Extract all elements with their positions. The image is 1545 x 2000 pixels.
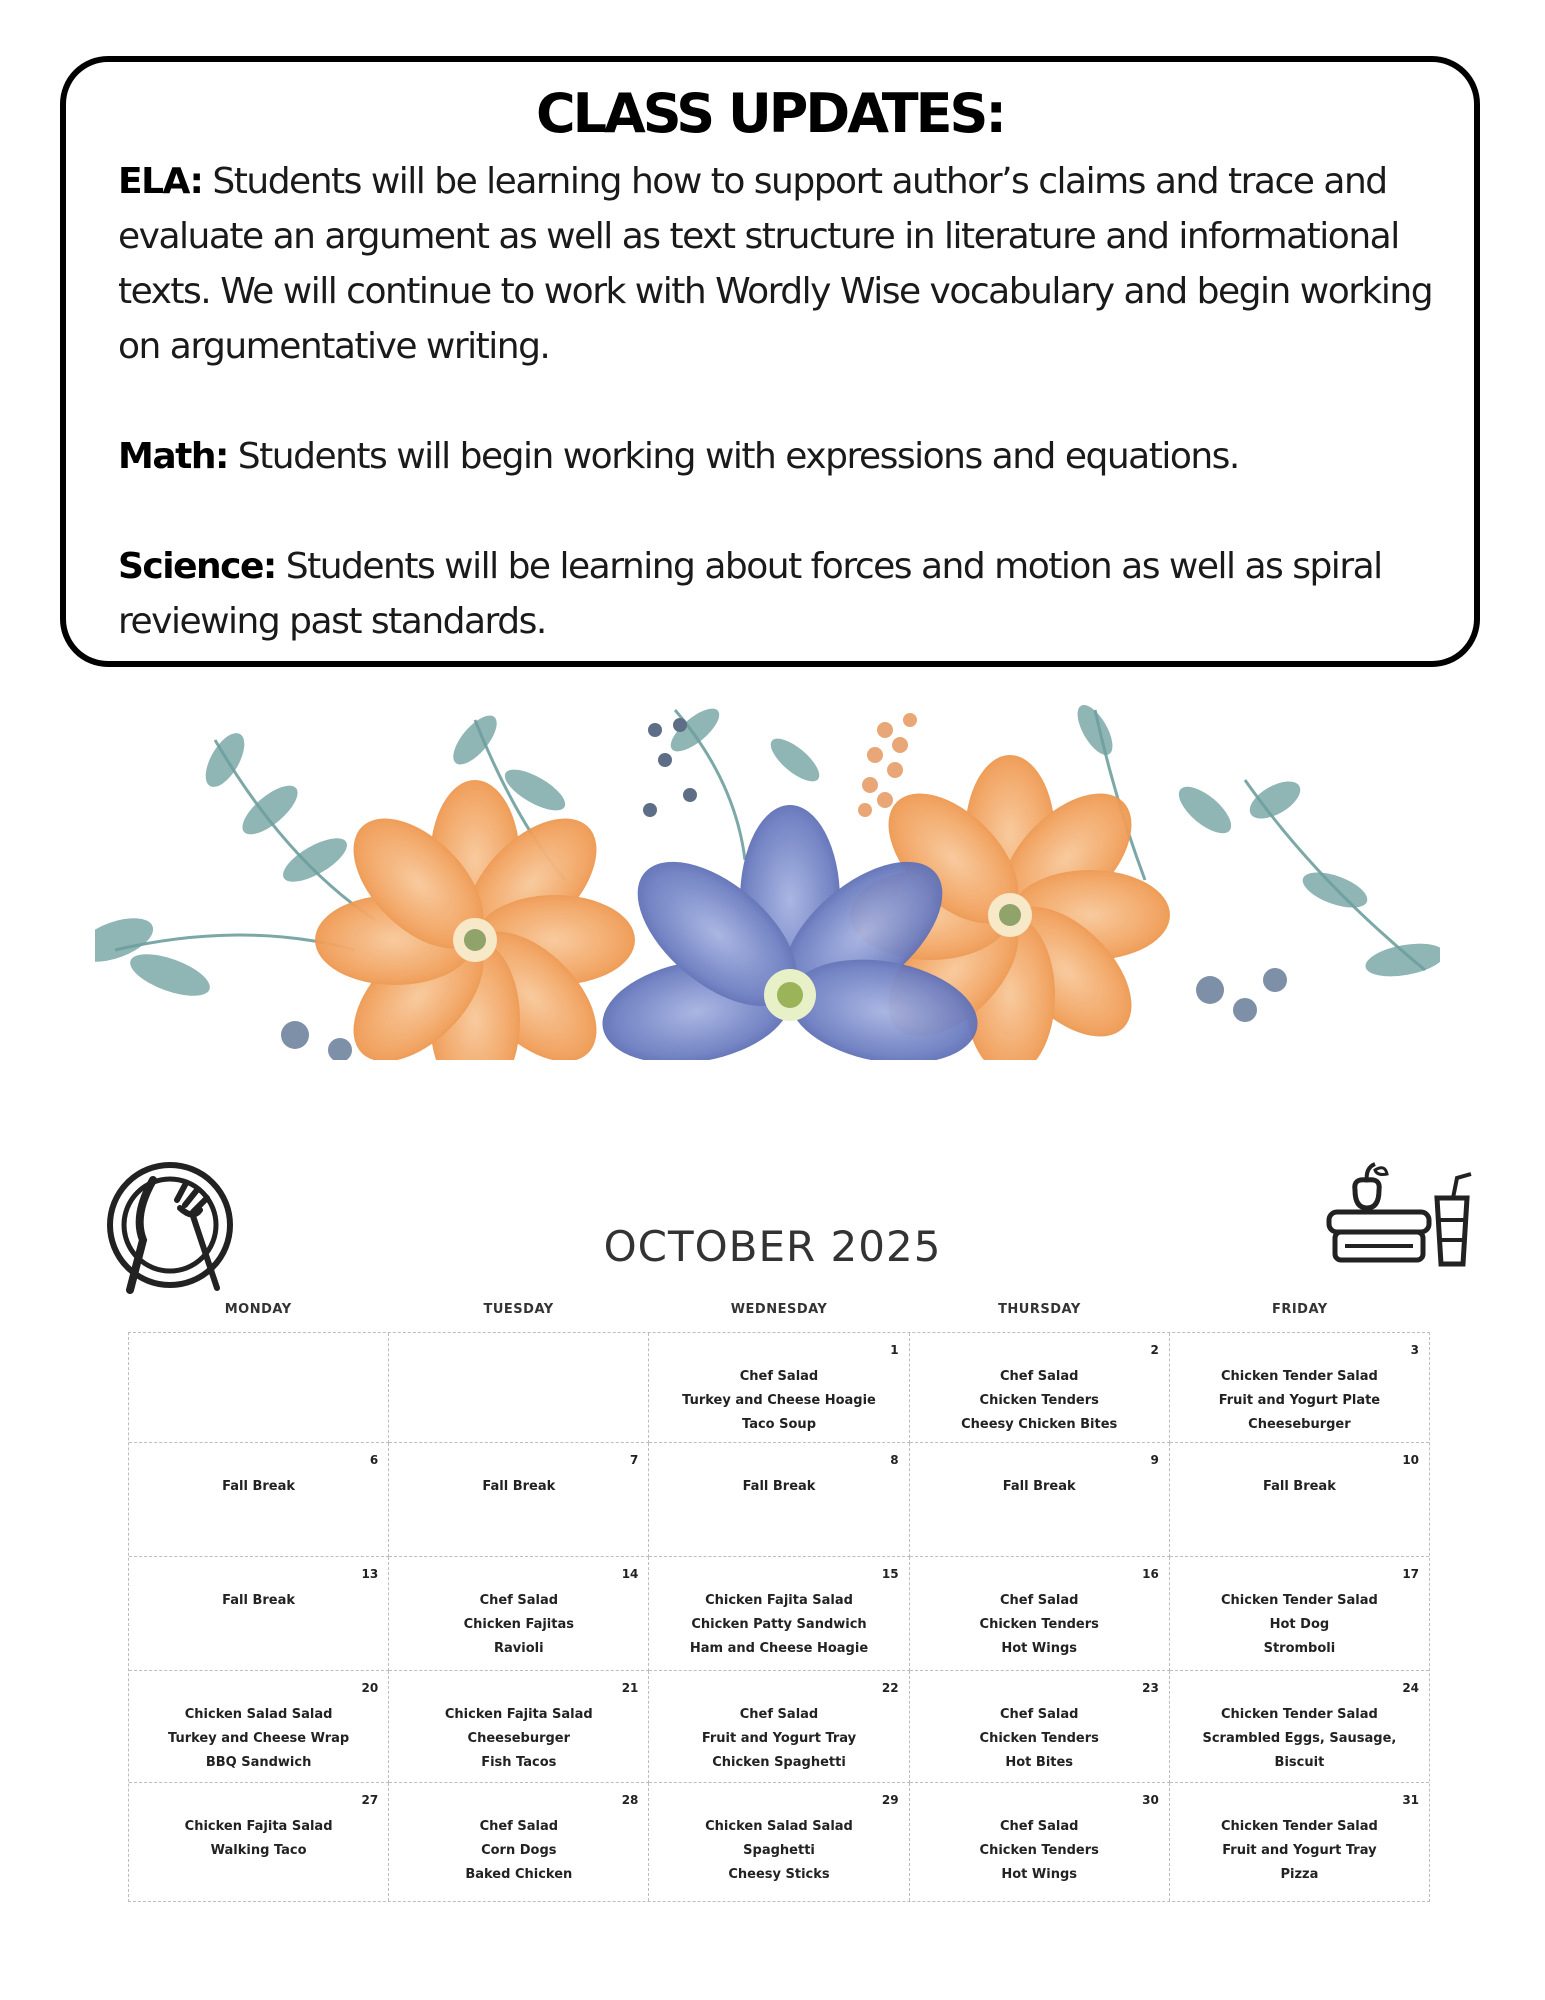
week-row [129, 1783, 1429, 1901]
menu-item: Scrambled Eggs, Sausage, [1202, 1731, 1397, 1746]
menu-list [389, 1589, 648, 1661]
menu-item: Chicken Fajita Salad [184, 1819, 333, 1834]
menu-item: Chicken Fajita Salad [444, 1707, 593, 1722]
day-header-tuesday: TUESDAY [483, 1302, 554, 1317]
menu-list [1170, 1589, 1429, 1661]
science-text: Students will be learning about forces and motion as well as spiral reviewing past standards. [118, 546, 1382, 642]
menu-list [910, 1703, 1169, 1775]
menu-item: Chef Salad [999, 1819, 1079, 1834]
week-row [129, 1557, 1429, 1671]
menu-item: Hot Bites [1005, 1755, 1074, 1770]
day-number: 27 [361, 1793, 379, 1807]
menu-item: Taco Soup [742, 1417, 816, 1432]
menu-list [129, 1815, 388, 1863]
day-cell [910, 1783, 1170, 1901]
menu-item: Hot Wings [1001, 1641, 1078, 1656]
day-cell [389, 1443, 649, 1557]
menu-item: Pizza [1280, 1867, 1319, 1882]
menu-item: Chicken Salad Salad [705, 1819, 853, 1834]
day-number: 29 [881, 1793, 899, 1807]
menu-list [1170, 1703, 1429, 1775]
menu-item: Hot Wings [1001, 1867, 1078, 1882]
menu-item: Chicken Tender Salad [1221, 1369, 1378, 1384]
menu-item: Fall Break [222, 1593, 296, 1608]
menu-item: Fruit and Yogurt Tray [701, 1731, 857, 1746]
day-cell [389, 1557, 649, 1671]
updates-body [118, 154, 1438, 649]
menu-item: Chicken Tenders [979, 1843, 1099, 1858]
day-cell [649, 1443, 909, 1557]
day-cell [129, 1333, 389, 1443]
menu-list [129, 1475, 388, 1499]
day-number: 8 [890, 1453, 899, 1467]
day-cell [1170, 1783, 1429, 1901]
menu-item: Chef Salad [999, 1707, 1079, 1722]
day-number: 20 [361, 1681, 379, 1695]
menu-item: Fall Break [482, 1479, 556, 1494]
menu-item: Chicken Tender Salad [1221, 1593, 1378, 1608]
menu-list [649, 1815, 908, 1887]
menu-item: Ham and Cheese Hoagie [689, 1641, 869, 1656]
day-cell [1170, 1671, 1429, 1783]
menu-item: Chicken Tenders [979, 1617, 1099, 1632]
menu-item: Hot Dog [1269, 1617, 1330, 1632]
menu-list [1170, 1365, 1429, 1437]
day-number: 23 [1142, 1681, 1159, 1695]
week-row [129, 1443, 1429, 1557]
menu-item: Biscuit [1274, 1755, 1325, 1770]
menu-item: Chicken Tenders [979, 1393, 1099, 1408]
day-number: 3 [1410, 1343, 1420, 1357]
day-cell [129, 1557, 389, 1671]
day-headers [128, 1302, 1430, 1317]
day-header-monday: MONDAY [224, 1302, 292, 1317]
menu-item: Chicken Tenders [979, 1731, 1099, 1746]
menu-item: Spaghetti [743, 1843, 815, 1858]
menu-list [910, 1589, 1169, 1661]
menu-item: Chicken Spaghetti [712, 1755, 846, 1770]
menu-item: BBQ Sandwich [205, 1755, 312, 1770]
menu-list [649, 1589, 908, 1661]
menu-list [1170, 1475, 1429, 1499]
day-number: 28 [621, 1793, 639, 1807]
calendar-title: OCTOBER 2025 [603, 1222, 942, 1271]
menu-item: Stromboli [1263, 1641, 1336, 1656]
menu-list [910, 1475, 1169, 1499]
day-number: 14 [621, 1567, 639, 1581]
day-cell [649, 1783, 909, 1901]
class-updates-box [60, 56, 1480, 667]
day-number: 16 [1142, 1567, 1159, 1581]
menu-item: Chicken Tender Salad [1221, 1707, 1378, 1722]
day-number: 15 [881, 1567, 899, 1581]
menu-list [910, 1365, 1169, 1437]
menu-item: Cheeseburger [1248, 1417, 1351, 1432]
menu-list [129, 1703, 388, 1775]
menu-item: Chef Salad [739, 1707, 819, 1722]
menu-list [910, 1815, 1169, 1887]
day-cell [910, 1671, 1170, 1783]
menu-item: Fruit and Yogurt Plate [1218, 1393, 1381, 1408]
menu-item: Turkey and Cheese Hoagie [682, 1393, 876, 1408]
math-paragraph [118, 429, 1438, 484]
day-cell [129, 1783, 389, 1901]
menu-item: Fish Tacos [481, 1755, 557, 1770]
menu-item: Baked Chicken [465, 1867, 573, 1882]
week-row [129, 1333, 1429, 1443]
day-number: 21 [621, 1681, 639, 1695]
menu-list [389, 1815, 648, 1887]
menu-item: Chicken Patty Sandwich [691, 1617, 867, 1632]
menu-item: Fall Break [222, 1479, 296, 1494]
menu-list [1170, 1815, 1429, 1887]
day-cell [389, 1783, 649, 1901]
menu-list [649, 1703, 908, 1775]
menu-item: Chef Salad [999, 1369, 1079, 1384]
day-number: 10 [1402, 1453, 1420, 1467]
day-number: 17 [1402, 1567, 1420, 1581]
menu-item: Fall Break [1002, 1479, 1076, 1494]
day-number: 31 [1402, 1793, 1420, 1807]
day-cell [910, 1333, 1170, 1443]
day-header-wednesday: WEDNESDAY [730, 1302, 828, 1317]
day-cell [649, 1333, 909, 1443]
day-cell [389, 1671, 649, 1783]
math-text: Students will begin working with expressions and equations. [227, 436, 1239, 477]
day-header-thursday: THURSDAY [998, 1302, 1081, 1317]
menu-item: Fall Break [742, 1479, 816, 1494]
lunch-menu-calendar [128, 1332, 1430, 1902]
day-cell [1170, 1333, 1429, 1443]
day-cell [389, 1333, 649, 1443]
day-number: 1 [890, 1343, 899, 1357]
menu-item: Turkey and Cheese Wrap [168, 1731, 350, 1746]
day-number: 22 [881, 1681, 899, 1695]
day-header-friday: FRIDAY [1271, 1302, 1328, 1317]
menu-item: Walking Taco [210, 1843, 307, 1858]
math-label: Math: [118, 436, 228, 477]
floral-banner-image [95, 700, 1440, 1060]
menu-list [129, 1589, 388, 1613]
menu-item: Chef Salad [479, 1593, 559, 1608]
ela-label: ELA: [118, 161, 203, 202]
day-cell [910, 1557, 1170, 1671]
menu-list [389, 1703, 648, 1775]
menu-list [389, 1475, 648, 1499]
menu-item: Ravioli [494, 1641, 544, 1656]
ela-text: Students will be learning how to support author’s claims and trace and evaluate an argument as well as text structure in literature and informational texts. We will continue to work with Wordly Wise vocabulary and begin working on argumentative writing. [118, 161, 1433, 367]
menu-item: Cheeseburger [467, 1731, 571, 1746]
day-cell [649, 1557, 909, 1671]
day-number: 13 [361, 1567, 379, 1581]
day-number: 9 [1150, 1453, 1159, 1467]
science-label: Science: [118, 546, 276, 587]
day-number: 24 [1402, 1681, 1420, 1695]
menu-item: Chicken Fajita Salad [705, 1593, 853, 1608]
menu-item: Fruit and Yogurt Tray [1222, 1843, 1377, 1858]
menu-item: Fall Break [1262, 1479, 1336, 1494]
menu-item: Chef Salad [479, 1819, 559, 1834]
menu-item: Chef Salad [739, 1369, 819, 1384]
day-number: 6 [369, 1453, 379, 1467]
menu-item: Chicken Fajitas [463, 1617, 574, 1632]
day-cell [129, 1671, 389, 1783]
day-number: 2 [1150, 1343, 1159, 1357]
menu-item: Chicken Salad Salad [184, 1707, 333, 1722]
menu-list [649, 1475, 908, 1499]
week-row [129, 1671, 1429, 1783]
day-cell [910, 1443, 1170, 1557]
day-cell [1170, 1557, 1429, 1671]
day-cell [649, 1671, 909, 1783]
menu-item: Cheesy Chicken Bites [961, 1417, 1118, 1432]
menu-item: Corn Dogs [481, 1843, 557, 1858]
menu-item: Chef Salad [999, 1593, 1079, 1608]
science-paragraph [118, 539, 1438, 649]
menu-list [649, 1365, 908, 1437]
day-cell [1170, 1443, 1429, 1557]
menu-item: Chicken Tender Salad [1221, 1819, 1378, 1834]
day-number: 30 [1142, 1793, 1159, 1807]
day-number: 7 [630, 1453, 639, 1467]
menu-item: Cheesy Sticks [728, 1867, 830, 1882]
day-cell [129, 1443, 389, 1557]
updates-title: CLASS UPDATES: [535, 82, 1005, 145]
ela-paragraph [118, 154, 1438, 374]
